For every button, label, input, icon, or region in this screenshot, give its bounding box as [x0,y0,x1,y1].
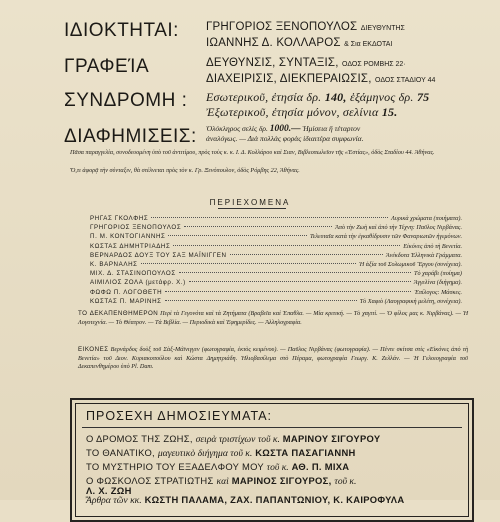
subscription-text-1d: 75 [416,90,430,104]
leader-dots [151,217,388,218]
ads-label: ΔΙΑΦΗΜΙΣΕΙΣ: [64,126,197,147]
offices-addr-1: ΟΔΟΣ ΡΟΜΒΗΣ 22· [342,61,406,68]
ads-text-1a: Ὁλόκληρος σελὶς δρ. [206,124,268,133]
contents-item-title: Ἀνέκδοτα Ἑλληνικὰ Γράμματα. [385,251,462,259]
owner-line-2 [206,36,405,52]
leader-dots [168,235,307,236]
offices-line-1 [206,56,435,72]
contents-author: ΦΩΦΩ Π. ΛΟΓΟΘΕΤΗ [90,288,163,296]
fortnightly-text: Περὶ τὰ Γεγονότα καὶ τὰ Ζητήματα (Βραβεῖα καὶ Ἐπαθλα. — Μία κριτική. — Τὸ χαγιτί. — Ὁ φίλος μας κ. Νιρβάνας). — Ἡ Λογοτεχνία. — Τὸ Θέατρον. — Τὰ Βιβλία. — Περιοδικὰ καὶ Ἐφημερίδες. — Ἀλληλογραφία. [78,310,469,326]
leader-dots [165,300,357,301]
contents-author: ΓΡΗΓΟΡΙΟΣ ΞΕΝΟΠΟΥΛΟΣ [90,224,182,232]
announcements-title: ΠΡΟΣΕΧΗ ΔΗΜΟΣΙΕΥΜΑΤΑ: [86,409,273,423]
contents-item-title: Ἀγγελίνα (διήγημα). [413,279,462,287]
announcement-desc: Ἄρθρα τῶν κκ. [86,495,142,506]
subscription-text-2b: 15. [381,105,398,119]
announcement-main: Ο ΦΩΣΚΟΛΟΣ ΣΤΡΑΤΙΩΤΗΣ [86,475,214,486]
contents-item-title: Ἐπίλογος: Μάσκες. [414,288,462,296]
subscription-lines [206,90,429,120]
ads-line-1 [206,124,363,134]
offices-label: ΓΡΑΦΕΊΑ [64,56,150,77]
subscription-line-1 [206,90,429,105]
contents-author: Κ. ΒΑΡΝΑΛΗΣ [90,260,138,268]
owner-name-2: ΙΩΑΝΝΗΣ Δ. ΚΟΛΛΑΡΟΣ [206,37,341,49]
announcement-item [86,494,404,506]
contents-row [90,251,462,260]
contents-row [90,223,462,232]
subscription-text-1a: Εσωτερικοῦ, ἐτησία δρ. [206,90,322,104]
contents-author: ΜΙΧ. Δ. ΣΤΑΣΙΝΟΠΟΥΛΟΣ [90,270,176,278]
subscription-text-1b: 140, [324,90,347,104]
ads-line-2: ἀναλόγως. — Διὰ πολλὰς φορὰς ἰδιαιτέρα συμφωνία. [206,134,364,143]
contents-list [90,214,462,306]
leader-dots [179,272,411,273]
contents-row [90,288,462,297]
announcement-main: ΤΟ ΘΑΝΑΤΙΚΟ, [86,447,155,458]
contents-author: ΑΙΜΙΛΙΟΣ ΖΟΛΑ (μετάφρ. Χ.) [90,279,186,287]
owners-label: ΙΔΙΟΚΤΗΤΑΙ: [64,20,179,41]
leader-dots [184,226,332,227]
contents-title: ΠΕΡΙΕΧΟΜΕΝΑ [209,198,291,207]
owner-role-1: ΔΙΕΥΘΥΝΤΗΣ [360,25,405,32]
contents-row [90,214,462,223]
announcement-desc: μαγευτικὸ διήγημα τοῦ κ. [157,448,253,459]
announcement-main: ΤΟ ΜΥΣΤΗΡΙΟ ΤΟΥ ΕΞΑΔΕΛΦΟΥ ΜΟΥ [86,461,264,472]
images-text: Βερνάρδος δοὺξ τοῦ Σὰξ-Μάϊνιγγεν (φωτογραφία, ἐκτὸς κειμένου). — Παῦλος Νιρβάνας (φωτογραφία). — Πέντε σκίτσα στὶς «Εἰκόνες ἀπὸ τὴ Βενετία» τοῦ Διον. Κυριακοπούλου καὶ Κώστα Δημητριάδη. Ἡλιοβασίλεμα στὸ Πέραμα, φωτογραφία Γεωργ. Κ. Ζελλάν. — Ἡ Γελοιογραφία τοῦ Δεκαπενθημέρου ὑπὸ Pl. Dam. [78,346,469,371]
images-label: ΕΙΚΟΝΕΣ [78,346,109,353]
contents-row [90,260,462,269]
contents-item-title: Λυρικὰ χρώματα (ποιήματα). [391,215,462,222]
contents-row [90,242,462,251]
contents-author: Π. Μ. ΚΟΝΤΟΓΙΑΝΝΗΣ [90,233,166,241]
ads-text-1b: 1000.— [269,124,301,134]
editorial-notice: Ὅ,τι ἀφορᾷ τὴν σύνταξιν, θὰ στέλνεται πρὸς τὸν κ. Γρ. Ξενόπουλον, ὁδὸς Ρόμβης 22, Ἀθήνας. [70,167,300,174]
owners-lines [206,20,405,52]
owner-name-1: ΓΡΗΓΟΡΙΟΣ ΞΕΝΟΠΟΥΛΟΣ [206,21,358,33]
announcement-desc: σειρὰ τριστίχων τοῦ κ. [195,434,280,445]
announcement-author: ΜΑΡΙΝΟΣ ΣΙΓΟΥΡΟΣ, [231,475,332,486]
announcement-author: ΚΩΣΤΑ ΠΑΣΑΓΙΑΝΝΗ [255,447,356,458]
subscription-label: ΣΥΝΔΡΟΜΗ : [64,90,188,111]
contents-item-title: Εἰκόνες ἀπὸ τὴ Βενετία. [403,242,462,250]
contents-item-title: Ἡ ἀξία τοῦ Σολωμικοῦ Ἔργου (συνέχεια). [359,260,462,268]
leader-dots [141,263,357,264]
contents-item-title: Τὸ χαράβι (ποίημα) [414,270,462,278]
contents-row [90,297,462,306]
fortnightly-paragraph [78,310,468,327]
announcement-item [86,461,349,473]
subscription-line-2 [206,105,429,120]
contents-row [90,232,462,241]
images-paragraph [78,346,468,372]
announcement-desc: καὶ [216,476,229,487]
announcement-item [86,447,356,459]
contents-row [90,269,462,278]
contents-author: ΒΕΡΝΑΡΔΟΣ ΔΟΥΞ ΤΟΥ ΣΑΞ ΜΑΪΝΙΓΓΕΝ [90,251,227,259]
subscription-text-1c: ἑξάμηνος δρ. [350,90,414,104]
announcement-item [86,433,380,445]
announcement-desc: τοῦ κ. [266,462,289,473]
offices-text-1: ΔΕΥΘΥΝΣΙΣ, ΣΥΝΤΑΞΙΣ, [206,57,339,69]
announcement-main: Λ. Χ. ΖΩΗ [86,485,132,496]
announcement-author: ΚΩΣΤΗ ΠΑΛΑΜΑ, ΖΑΧ. ΠΑΠΑΝΤΩΝΙΟΥ, Κ. ΚΑΙΡΟΦΥΛΑ [144,494,405,505]
offices-addr-2: ΟΔΟΣ ΣΤΑΔΙΟΥ 44 [375,77,436,84]
leader-dots [165,291,411,292]
ads-text-1c: Ἡμίσεια ἢ τέταρτον [302,124,361,133]
contents-rule [218,208,286,209]
offices-lines [206,56,435,88]
announcement-main: Ο ΔΡΟΜΟΣ ΤΗΣ ΖΩΗΣ, [86,433,193,444]
contents-item-title: Τὸ Χαφιὸ (Λαογραφικὴ μελέτη, συνέχεια). [359,297,462,305]
contents-item-title: Ἀπὸ τὴν Ζωὴ καὶ ἀπὸ τὴν Τέχνη: Παῦλος Νιρβάνας. [335,224,462,232]
subscription-text-2a: Ἐξωτερικοῦ, ἐτησία μόνον, σελίνια [206,105,379,119]
announcement-extra: τοῦ κ. [334,476,357,487]
contents-author: ΡΗΓΑΣ ΓΚΟΛΦΗΣ [90,215,149,222]
announcements-rule [82,427,462,428]
announcement-author: ΜΑΡΙΝΟΥ ΣΙΓΟΥΡΟΥ [282,433,381,444]
leader-dots [173,245,400,246]
contents-row [90,278,462,287]
owner-line-1 [206,20,405,36]
leader-dots [189,281,411,282]
contents-author: ΚΩΣΤΑΣ Π. ΜΑΡΙΝΗΣ [90,297,162,305]
owner-role-2: & Σια ΕΚΔΟΤΑΙ [344,41,393,48]
announcement-author: ΑΘ. Π. ΜΙΧΑ [291,461,350,472]
offices-line-2 [206,72,435,88]
fortnightly-label: ΤΟ ΔΕΚΑΠΕΝΘΗΜΕΡΟΝ [78,310,159,317]
contents-author: ΚΩΣΤΑΣ ΔΗΜΗΤΡΙΑΔΗΣ [90,242,171,250]
ads-lines [206,124,363,144]
leader-dots [230,254,383,255]
contents-item-title: Τελευταῖα κατὰ τὴν ἐγκαθίδρυσιν τῶν Φαναριωτῶν ἡγεμόνων. [310,233,462,241]
announcements-box [70,398,474,522]
order-notice: Πᾶσα παραγγελία, συνοδευομένη ὑπὸ τοῦ ἀντιτίμου, πρὸς τοὺς κ. κ. Ι. Δ. Κολλάρου καὶ Σιαν, Βιβλιοπωλεῖον τῆς «Ἑστίας», ὁδὸς Σταδίου 44. Ἀθήνας. [70,149,435,156]
offices-text-2: ΔΙΑΧΕΙΡΙΣΙΣ, ΔΙΕΚΠΕΡΑΙΩΣΙΣ, [206,73,372,85]
